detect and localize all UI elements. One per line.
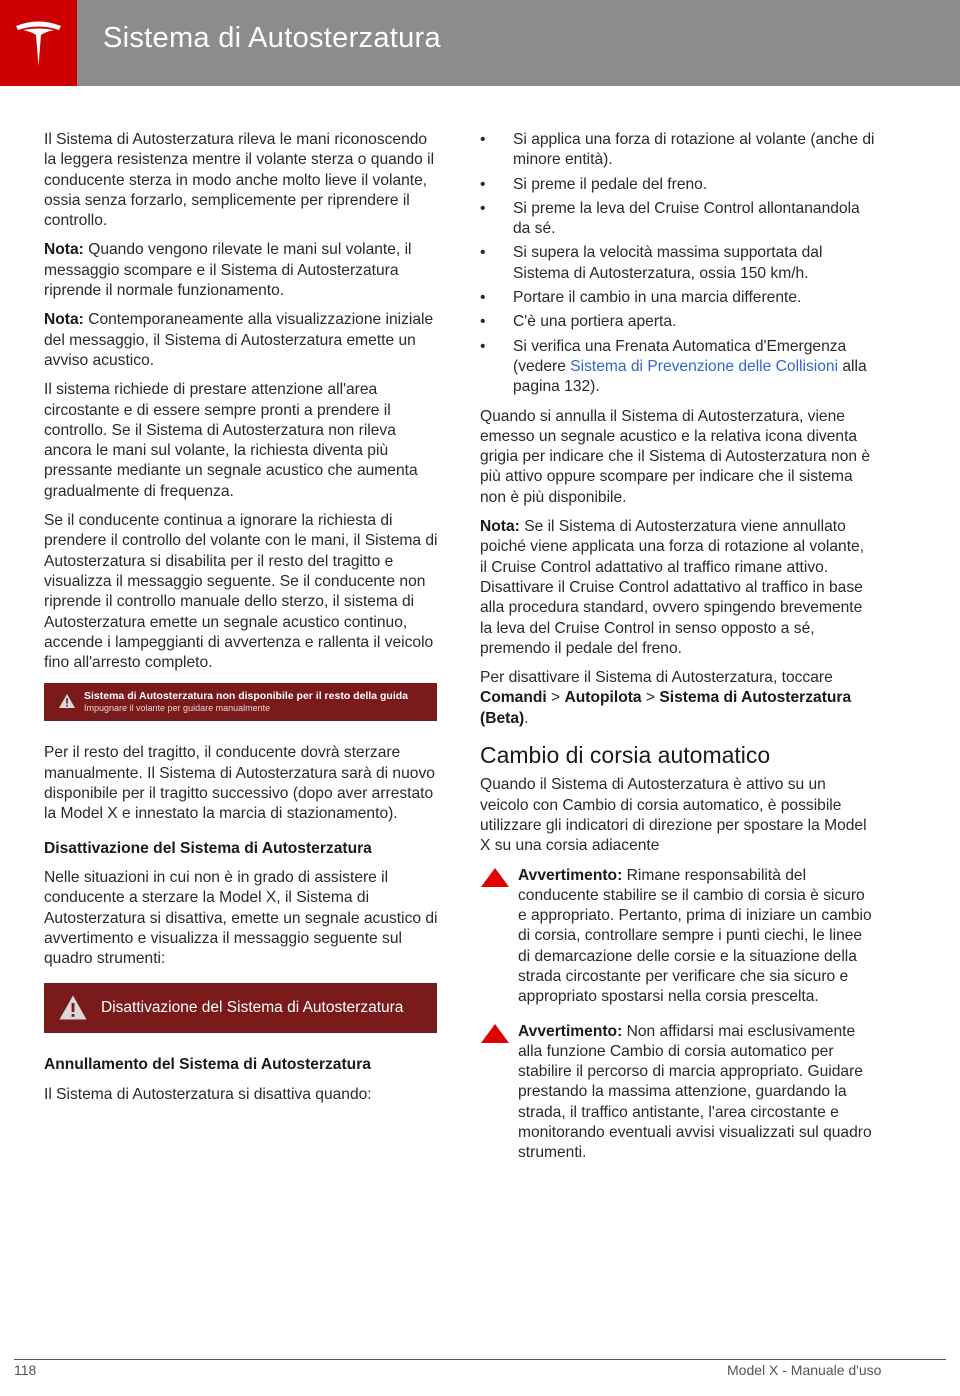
bullet-icon: • bbox=[480, 131, 486, 148]
list-item: • Si preme il pedale del freno. bbox=[480, 175, 875, 195]
paragraph: Se il conducente continua a ignorare la richiesta di prendere il controllo del volante con le mani, il Sistema di Autosterzatura si disabilita per il resto del tragitto e visualizza il messaggio seguente. Se il conducente non riprende il controllo manuale dello sterzo, il sistema di Autosterzatura emette un segnale acustico continuo, accende i lampeggianti di avvertenza e rallenta il veicolo fino all'arresto completo. bbox=[44, 512, 438, 672]
warning-triangle-icon bbox=[58, 994, 88, 1021]
list-item: • Portare il cambio in una marcia differente. bbox=[480, 288, 875, 308]
banner-title: Disattivazione del Sistema di Autosterzatura bbox=[101, 999, 404, 1017]
note-label: Nota: bbox=[44, 241, 84, 259]
bullet-icon: • bbox=[480, 337, 486, 355]
cancel-conditions-list bbox=[480, 130, 875, 398]
note-label: Nota: bbox=[44, 311, 84, 329]
paragraph: Quando si annulla il Sistema di Autosterzatura, viene emesso un segnale acustico e la relativa icona diventa grigia per indicare che il Sistema di Autosterzatura non è più attivo oppure scompare per indicare che il sistema non è più disponibile. bbox=[480, 407, 871, 506]
menu-path-autosterzatura: Sistema di Autosterzatura (Beta) bbox=[480, 689, 852, 727]
warning-triangle-icon bbox=[58, 693, 76, 709]
page-title: Sistema di Autosterzatura bbox=[103, 22, 441, 54]
paragraph: Il sistema richiede di prestare attenzione all'area circostante e di essere sempre pronti a prendere il controllo. Se il Sistema di Autosterzatura non rileva ancora le mani sul volante, la richiesta diventa più pressante mediante un segnale acustico che aumenta gradualmente di frequenza. bbox=[44, 381, 418, 500]
note bbox=[44, 310, 439, 371]
paragraph: Nelle situazioni in cui non è in grado di assistere il conducente a sterzare la Model X, il Sistema di Autosterzatura si disattiva, emette un segnale acustico di avvertimento e visualizza il messaggio seguente sul quadro strumenti: bbox=[44, 868, 438, 968]
bullet-icon: • bbox=[480, 199, 486, 217]
list-item: • Si preme la leva del Cruise Control allontanandola da sé. bbox=[480, 199, 860, 238]
paragraph: Il Sistema di Autosterzatura rileva le mani riconoscendo la leggera resistenza mentre il volante sterza o quando il conducente sterza in modo anche molto lieve il volante, ossia senza forzarlo, semplicemente per riprendere il controllo. bbox=[44, 131, 435, 230]
warning-block bbox=[480, 1022, 875, 1164]
list-item: • Si applica una forza di rotazione al volante (anche di minore entità). bbox=[480, 131, 875, 169]
collision-avoidance-link[interactable]: Sistema di Prevenzione delle Collisioni bbox=[570, 357, 839, 375]
paragraph: Per disattivare il Sistema di Autosterzatura, toccare Comandi > Autopilota > Sistema di Autosterzatura (Beta). bbox=[480, 669, 852, 727]
warning-triangle-icon bbox=[480, 867, 510, 888]
list-item: • Si supera la velocità massima supportata dal Sistema di Autosterzatura, ossia 150 km/h. bbox=[480, 244, 823, 282]
warning-label: Avvertimento: bbox=[518, 1022, 623, 1040]
bullet-icon: • bbox=[480, 289, 486, 307]
right-column bbox=[480, 130, 875, 1178]
page-header bbox=[0, 0, 960, 86]
section-heading: Disattivazione del Sistema di Autosterzatura bbox=[44, 839, 372, 857]
bullet-icon: • bbox=[480, 175, 486, 193]
section-heading: Cambio di corsia automatico bbox=[480, 742, 771, 769]
bullet-icon: • bbox=[480, 313, 486, 331]
note-text: Contemporaneamente alla visualizzazione iniziale del messaggio, il Sistema di Autosterzatura emette un avviso acustico. bbox=[44, 311, 434, 369]
warning-triangle-icon bbox=[480, 1023, 510, 1044]
menu-path-comandi: Comandi bbox=[480, 689, 547, 707]
section-heading: Annullamento del Sistema di Autosterzatura bbox=[44, 1056, 371, 1074]
warning-text: Rimane responsabilità del conducente stabilire se il cambio di corsia è sicuro e appropriato. Pertanto, prima di iniziare un cambio di corsia, controllare sempre i punti ciechi, le linee di demarcazione delle corsie e la situazione della strada circostante per verificare che sia sicuro e appropriato spostarsi nella corsia prescelta. bbox=[518, 866, 872, 1006]
list-item: • Si verifica una Frenata Automatica d'Emergenza (vedere Sistema di Prevenzione delle Collisioni alla pagina 132). bbox=[480, 337, 867, 396]
menu-path-autopilota: Autopilota bbox=[564, 689, 642, 707]
footer-divider bbox=[14, 1359, 946, 1360]
autosteer-deactivation-banner bbox=[44, 983, 437, 1033]
paragraph: Il Sistema di Autosterzatura si disattiva quando: bbox=[44, 1085, 372, 1103]
autosteer-unavailable-banner bbox=[44, 683, 437, 721]
tesla-logo-icon bbox=[14, 18, 63, 68]
page-number: 118 bbox=[14, 1362, 37, 1378]
banner-title: Sistema di Autosterzatura non disponibile per il resto della guida bbox=[84, 690, 408, 703]
bullet-icon: • bbox=[480, 244, 486, 262]
warning-block bbox=[480, 866, 875, 1008]
note-text: Quando vengono rilevate le mani sul volante, il messaggio scompare e il Sistema di Autosterzatura riprende il normale funzionamento. bbox=[44, 241, 412, 300]
list-item: • C'è una portiera aperta. bbox=[480, 312, 875, 332]
manual-title: Model X - Manuale d'uso bbox=[727, 1362, 882, 1378]
note bbox=[480, 517, 875, 659]
paragraph: Per il resto del tragitto, il conducente dovrà sterzare manualmente. Il Sistema di Autosterzatura sarà di nuovo disponibile per il tragitto successivo (dopo aver arrestato la Model X e innestato la marcia di stazionamento). bbox=[44, 744, 435, 823]
tesla-logo bbox=[0, 0, 77, 86]
warning-label: Avvertimento: bbox=[518, 866, 623, 884]
warning-text: Non affidarsi mai esclusivamente alla funzione Cambio di corsia automatico per stabilire il percorso di marcia appropriato. Guidare prestando la massima attenzione, guardando la strada, il traffico antistante, l'area circostante e monitorando eventuali avvisi visualizzati sul quadro strumenti. bbox=[518, 1022, 872, 1162]
note bbox=[44, 240, 439, 301]
paragraph: Quando il Sistema di Autosterzatura è attivo su un veicolo con Cambio di corsia automatico, è possibile utilizzare gli indicatori di direzione per spostare la Model X su una corsia adiacente bbox=[480, 776, 867, 855]
note-label: Nota: bbox=[480, 518, 520, 536]
note-text: Se il Sistema di Autosterzatura viene annullato poiché viene applicata una forza di rotazione al volante, il Cruise Control adattativo al traffico rimane attivo. Disattivare il Cruise Control adattativo al traffico in base alla procedura standard, ovvero spingendo brevemente la leva del Cruise Control in senso opposto a sé, premendo il pedale del freno. bbox=[480, 518, 865, 657]
banner-subtitle: Impugnare il volante per guidare manualmente bbox=[84, 703, 271, 714]
left-column bbox=[44, 130, 439, 1114]
